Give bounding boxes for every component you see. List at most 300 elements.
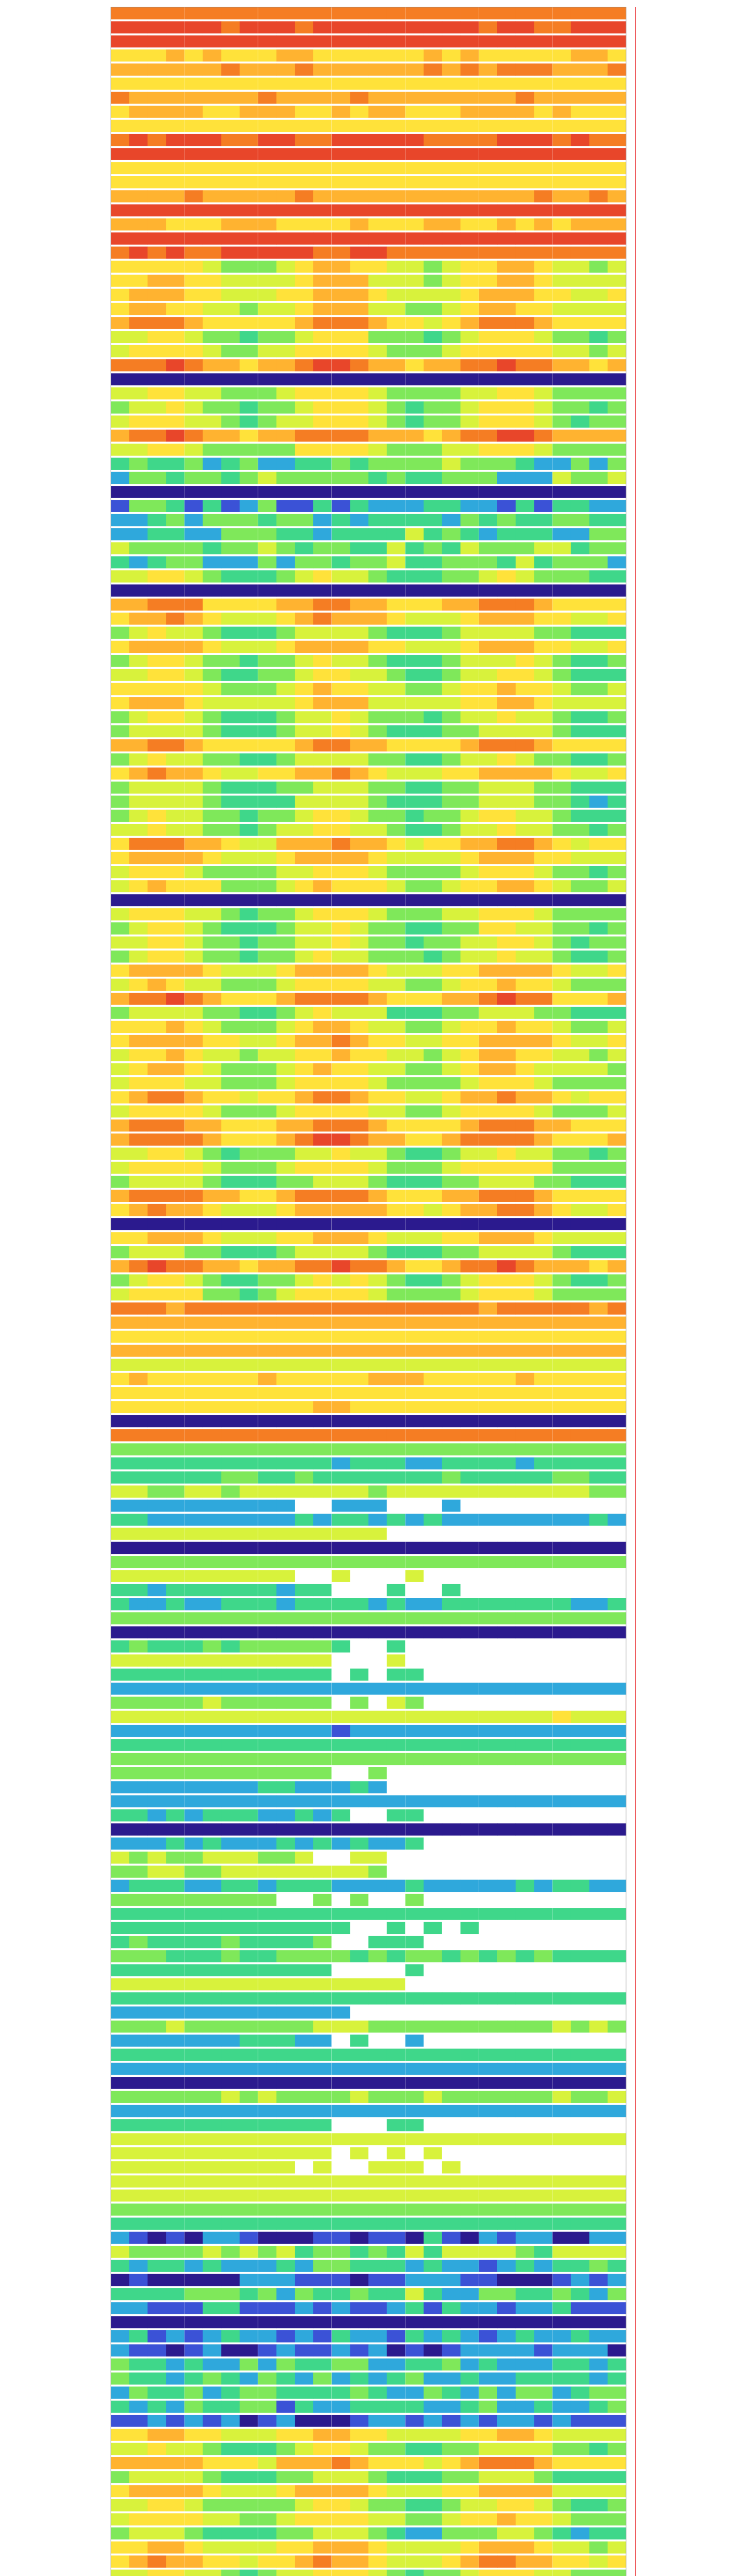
heatmap-cell: [479, 1612, 497, 1624]
heatmap-cell: [295, 528, 313, 540]
heatmap-cell: [368, 1458, 387, 1470]
heatmap-cell: [221, 1880, 240, 1892]
heatmap-cell: [166, 444, 184, 456]
heatmap-cell: [497, 2147, 516, 2160]
heatmap-cell: [147, 1697, 166, 1709]
heatmap-cell: [368, 1443, 387, 1455]
heatmap-cell: [258, 2119, 277, 2131]
heatmap-cell: [424, 2316, 442, 2329]
heatmap-cell: [405, 1640, 424, 1653]
heatmap-cell: [276, 641, 295, 653]
heatmap-cell: [313, 1964, 332, 1977]
heatmap-cell: [608, 880, 626, 892]
heatmap-cell: [479, 1584, 497, 1597]
heatmap-cell: [571, 753, 589, 766]
heatmap-cell: [350, 2161, 368, 2174]
heatmap-cell: [442, 1471, 461, 1484]
heatmap-cell: [405, 570, 424, 583]
heatmap-cell: [129, 2372, 148, 2385]
heatmap-cell: [276, 697, 295, 709]
heatmap-cell: [368, 1091, 387, 1104]
heatmap-cell: [111, 2077, 129, 2089]
heatmap-cell: [203, 514, 222, 527]
heatmap-cell: [203, 1950, 222, 1962]
heatmap-cell: [497, 1485, 516, 1498]
heatmap-cell: [203, 1401, 222, 1413]
heatmap-cell: [368, 1007, 387, 1019]
heatmap-cell: [184, 922, 203, 935]
heatmap-cell: [442, 1767, 461, 1780]
heatmap-cell: [295, 584, 313, 597]
heatmap-cell: [184, 1838, 203, 1850]
heatmap-cell: [608, 486, 626, 498]
heatmap-cell: [497, 1204, 516, 1216]
heatmap-cell: [313, 2344, 332, 2357]
heatmap-cell: [516, 2471, 534, 2483]
heatmap-cell: [166, 838, 184, 850]
heatmap-cell: [129, 1049, 148, 1061]
heatmap-cell: [129, 556, 148, 569]
heatmap-cell: [534, 176, 552, 189]
heatmap-cell: [276, 599, 295, 611]
heatmap-cell: [129, 1204, 148, 1216]
heatmap-cell: [516, 430, 534, 442]
heatmap-cell: [387, 2415, 406, 2427]
heatmap-cell: [240, 1823, 258, 1836]
heatmap-cell: [313, 176, 332, 189]
heatmap-cell: [608, 472, 626, 484]
heatmap-cell: [350, 1246, 368, 1259]
heatmap-cell: [405, 472, 424, 484]
heatmap-cell: [295, 2485, 313, 2498]
heatmap-cell: [497, 2021, 516, 2033]
heatmap-cell: [221, 7, 240, 20]
heatmap-cell: [332, 359, 350, 371]
heatmap-cell: [276, 1809, 295, 1822]
heatmap-cell: [258, 1471, 277, 1484]
heatmap-cell: [147, 1458, 166, 1470]
heatmap-cell: [350, 2288, 368, 2300]
heatmap-cell: [424, 2217, 442, 2230]
heatmap-cell: [147, 1936, 166, 1948]
heatmap-cell: [313, 190, 332, 202]
heatmap-cell: [461, 1894, 479, 1906]
heatmap-cell: [479, 2274, 497, 2286]
heatmap-cell: [221, 542, 240, 554]
heatmap-cell: [461, 1725, 479, 1737]
heatmap-cell: [313, 1739, 332, 1751]
heatmap-cell: [405, 1458, 424, 1470]
heatmap-cell: [387, 979, 406, 991]
heatmap-cell: [203, 1697, 222, 1709]
heatmap-cell: [166, 1106, 184, 1118]
heatmap-cell: [240, 514, 258, 527]
heatmap-cell: [295, 430, 313, 442]
heatmap-cell: [608, 190, 626, 202]
heatmap-cell: [442, 2274, 461, 2286]
heatmap-cell: [258, 782, 277, 794]
heatmap-cell: [313, 1753, 332, 1766]
heatmap-cell: [387, 190, 406, 202]
heatmap-cell: [147, 1218, 166, 1230]
heatmap-cell: [332, 331, 350, 344]
heatmap-cell: [424, 613, 442, 625]
heatmap-cell: [368, 1880, 387, 1892]
heatmap-cell: [387, 401, 406, 414]
heatmap-cell: [368, 1246, 387, 1259]
heatmap-cell: [166, 2204, 184, 2216]
heatmap-cell: [147, 697, 166, 709]
heatmap-cell: [276, 1612, 295, 1624]
heatmap-cell: [221, 599, 240, 611]
heatmap-cell: [589, 21, 608, 33]
heatmap-cell: [405, 1148, 424, 1160]
heatmap-cell: [203, 1767, 222, 1780]
heatmap-cell: [589, 2471, 608, 2483]
heatmap-cell: [387, 303, 406, 315]
heatmap-cell: [184, 2217, 203, 2230]
heatmap-cell: [184, 1077, 203, 1090]
heatmap-cell: [111, 1387, 129, 1399]
heatmap-cell: [552, 852, 571, 865]
heatmap-cell: [405, 641, 424, 653]
heatmap-cell: [276, 1373, 295, 1385]
heatmap-cell: [184, 2499, 203, 2512]
heatmap-cell: [479, 190, 497, 202]
heatmap-cell: [461, 1669, 479, 1681]
heatmap-cell: [111, 2147, 129, 2160]
heatmap-cell: [258, 599, 277, 611]
heatmap-cell: [295, 2091, 313, 2103]
heatmap-cell: [203, 345, 222, 358]
heatmap-cell: [147, 1795, 166, 1808]
heatmap-cell: [203, 374, 222, 386]
heatmap-cell: [203, 2260, 222, 2272]
heatmap-cell: [387, 739, 406, 752]
heatmap-cell: [552, 205, 571, 217]
heatmap-cell: [571, 500, 589, 512]
heatmap-cell: [203, 1471, 222, 1484]
heatmap-cell: [295, 331, 313, 344]
heatmap-cell: [350, 542, 368, 554]
heatmap-cell: [350, 1373, 368, 1385]
heatmap-cell: [571, 739, 589, 752]
heatmap-cell: [313, 1429, 332, 1442]
heatmap-cell: [368, 1753, 387, 1766]
heatmap-cell: [295, 2217, 313, 2230]
heatmap-cell: [534, 1176, 552, 1188]
heatmap-cell: [442, 711, 461, 723]
heatmap-cell: [405, 768, 424, 780]
heatmap-cell: [111, 1500, 129, 1512]
heatmap-cell: [258, 1964, 277, 1977]
heatmap-cell: [129, 190, 148, 202]
heatmap-cell: [516, 2246, 534, 2258]
heatmap-cell: [203, 2048, 222, 2061]
heatmap-cell: [240, 1683, 258, 1695]
heatmap-cell: [405, 1739, 424, 1751]
heatmap-cell: [461, 2133, 479, 2145]
heatmap-cell: [111, 1795, 129, 1808]
heatmap-cell: [203, 49, 222, 62]
heatmap-cell: [111, 1908, 129, 1920]
heatmap-cell: [387, 2217, 406, 2230]
heatmap-cell: [129, 1570, 148, 1582]
heatmap-cell: [608, 359, 626, 371]
heatmap-cell: [258, 472, 277, 484]
heatmap-cell: [479, 7, 497, 20]
heatmap-cell: [405, 2372, 424, 2385]
heatmap-cell: [534, 2175, 552, 2188]
heatmap-cell: [332, 1007, 350, 1019]
heatmap-cell: [479, 317, 497, 329]
heatmap-cell: [405, 1556, 424, 1568]
heatmap-cell: [129, 345, 148, 358]
heatmap-cell: [497, 556, 516, 569]
heatmap-cell: [387, 1007, 406, 1019]
heatmap-cell: [240, 331, 258, 344]
heatmap-cell: [405, 345, 424, 358]
heatmap-cell: [147, 162, 166, 175]
heatmap-cell: [221, 1781, 240, 1793]
heatmap-cell: [184, 63, 203, 76]
heatmap-cell: [111, 1894, 129, 1906]
heatmap-cell: [258, 2133, 277, 2145]
heatmap-cell: [461, 683, 479, 696]
heatmap-cell: [589, 1838, 608, 1850]
heatmap-cell: [534, 1992, 552, 2005]
heatmap-cell: [516, 78, 534, 90]
heatmap-cell: [276, 1302, 295, 1315]
heatmap-cell: [350, 1035, 368, 1047]
heatmap-cell: [589, 134, 608, 146]
heatmap-cell: [442, 1443, 461, 1455]
heatmap-cell: [258, 626, 277, 639]
heatmap-cell: [387, 1204, 406, 1216]
heatmap-cell: [387, 1598, 406, 1611]
heatmap-cell: [184, 2021, 203, 2033]
heatmap-cell: [387, 1936, 406, 1948]
heatmap-cell: [147, 1063, 166, 1076]
heatmap-cell: [147, 894, 166, 907]
heatmap-cell: [258, 1289, 277, 1301]
heatmap-cell: [552, 134, 571, 146]
heatmap-cell: [589, 2246, 608, 2258]
heatmap-cell: [479, 2048, 497, 2061]
heatmap-cell: [589, 2048, 608, 2061]
heatmap-cell: [497, 1246, 516, 1259]
heatmap-cell: [479, 2415, 497, 2427]
heatmap-cell: [166, 1739, 184, 1751]
heatmap-cell: [534, 528, 552, 540]
heatmap-cell: [571, 176, 589, 189]
heatmap-cell: [203, 1302, 222, 1315]
heatmap-cell: [442, 303, 461, 315]
heatmap-cell: [516, 1415, 534, 1428]
heatmap-cell: [461, 289, 479, 301]
heatmap-cell: [516, 36, 534, 48]
heatmap-cell: [258, 824, 277, 836]
heatmap-cell: [552, 232, 571, 245]
heatmap-cell: [589, 457, 608, 470]
heatmap-cell: [203, 1049, 222, 1061]
heatmap-cell: [608, 1823, 626, 1836]
heatmap-cell: [442, 2302, 461, 2314]
heatmap-cell: [589, 2161, 608, 2174]
heatmap-cell: [350, 922, 368, 935]
heatmap-cell: [424, 2499, 442, 2512]
heatmap-cell: [166, 2246, 184, 2258]
heatmap-cell: [350, 430, 368, 442]
heatmap-cell: [405, 2119, 424, 2131]
heatmap-cell: [313, 1443, 332, 1455]
heatmap-cell: [276, 1570, 295, 1582]
heatmap-cell: [461, 599, 479, 611]
heatmap-cell: [368, 92, 387, 104]
heatmap-cell: [571, 1190, 589, 1202]
heatmap-cell: [240, 683, 258, 696]
heatmap-cell: [111, 1485, 129, 1498]
heatmap-cell: [276, 528, 295, 540]
heatmap-cell: [479, 1049, 497, 1061]
heatmap-cell: [387, 1950, 406, 1962]
heatmap-cell: [424, 514, 442, 527]
heatmap-cell: [424, 768, 442, 780]
heatmap-cell: [442, 1415, 461, 1428]
heatmap-cell: [571, 2288, 589, 2300]
heatmap-cell: [313, 416, 332, 428]
heatmap-cell: [552, 1753, 571, 1766]
heatmap-cell: [589, 979, 608, 991]
heatmap-cell: [313, 63, 332, 76]
heatmap-cell: [276, 1640, 295, 1653]
heatmap-cell: [552, 345, 571, 358]
heatmap-cell: [461, 838, 479, 850]
heatmap-cell: [184, 1640, 203, 1653]
heatmap-cell: [350, 1148, 368, 1160]
heatmap-cell: [350, 2443, 368, 2455]
heatmap-cell: [424, 2443, 442, 2455]
heatmap-cell: [313, 2429, 332, 2441]
heatmap-cell: [111, 218, 129, 231]
heatmap-cell: [166, 1049, 184, 1061]
heatmap-cell: [258, 922, 277, 935]
heatmap-cell: [111, 1514, 129, 1526]
heatmap-cell: [111, 584, 129, 597]
heatmap-cell: [276, 2175, 295, 2188]
heatmap-cell: [552, 387, 571, 400]
heatmap-cell: [221, 2021, 240, 2033]
heatmap-cell: [589, 1204, 608, 1216]
heatmap-cell: [571, 2344, 589, 2357]
heatmap-cell: [111, 1528, 129, 1540]
heatmap-cell: [405, 1936, 424, 1948]
heatmap-cell: [589, 2190, 608, 2202]
heatmap-cell: [479, 2091, 497, 2103]
heatmap-cell: [147, 683, 166, 696]
heatmap-cell: [129, 613, 148, 625]
heatmap-cell: [387, 2274, 406, 2286]
heatmap-cell: [129, 457, 148, 470]
heatmap-cell: [350, 1120, 368, 1132]
heatmap-cell: [129, 838, 148, 850]
heatmap-cell: [240, 556, 258, 569]
heatmap-cell: [461, 2401, 479, 2413]
heatmap-cell: [166, 457, 184, 470]
heatmap-cell: [405, 2147, 424, 2160]
heatmap-cell: [424, 1823, 442, 1836]
heatmap-cell: [203, 584, 222, 597]
heatmap-cell: [424, 1429, 442, 1442]
heatmap-cell: [258, 21, 277, 33]
heatmap-cell: [147, 2330, 166, 2343]
heatmap-cell: [332, 2260, 350, 2272]
heatmap-cell: [442, 275, 461, 287]
heatmap-cell: [258, 1992, 277, 2005]
heatmap-cell: [240, 2105, 258, 2117]
heatmap-cell: [166, 711, 184, 723]
heatmap-cell: [442, 1035, 461, 1047]
heatmap-cell: [203, 1640, 222, 1653]
heatmap-cell: [313, 345, 332, 358]
heatmap-cell: [240, 275, 258, 287]
heatmap-cell: [221, 92, 240, 104]
heatmap-cell: [497, 542, 516, 554]
heatmap-cell: [276, 401, 295, 414]
heatmap-cell: [221, 2372, 240, 2385]
heatmap-cell: [240, 1021, 258, 1033]
heatmap-cell: [184, 641, 203, 653]
heatmap-cell: [295, 1331, 313, 1343]
heatmap-cell: [479, 457, 497, 470]
heatmap-cell: [276, 1978, 295, 1991]
heatmap-cell: [387, 1415, 406, 1428]
heatmap-cell: [571, 1485, 589, 1498]
heatmap-cell: [479, 584, 497, 597]
heatmap-cell: [147, 2190, 166, 2202]
heatmap-cell: [276, 2302, 295, 2314]
heatmap-cell: [424, 2401, 442, 2413]
heatmap-cell: [479, 1823, 497, 1836]
heatmap-cell: [129, 500, 148, 512]
heatmap-cell: [313, 626, 332, 639]
heatmap-cell: [184, 711, 203, 723]
heatmap-cell: [129, 1359, 148, 1371]
heatmap-cell: [313, 2359, 332, 2371]
heatmap-cell: [184, 1218, 203, 1230]
heatmap-cell: [608, 457, 626, 470]
heatmap-cell: [571, 1063, 589, 1076]
heatmap-cell: [258, 1232, 277, 1244]
heatmap-cell: [313, 2175, 332, 2188]
heatmap-cell: [221, 1148, 240, 1160]
heatmap-cell: [368, 190, 387, 202]
heatmap-cell: [295, 232, 313, 245]
heatmap-cell: [534, 2386, 552, 2399]
heatmap-cell: [534, 613, 552, 625]
heatmap-cell: [479, 641, 497, 653]
heatmap-cell: [571, 1908, 589, 1920]
heatmap-cell: [571, 345, 589, 358]
heatmap-cell: [534, 2372, 552, 2385]
heatmap-cell: [608, 1936, 626, 1948]
heatmap-cell: [295, 2007, 313, 2019]
heatmap-cell: [332, 514, 350, 527]
heatmap-cell: [589, 500, 608, 512]
heatmap-cell: [350, 2175, 368, 2188]
heatmap-cell: [424, 2372, 442, 2385]
heatmap-cell: [534, 1640, 552, 1653]
